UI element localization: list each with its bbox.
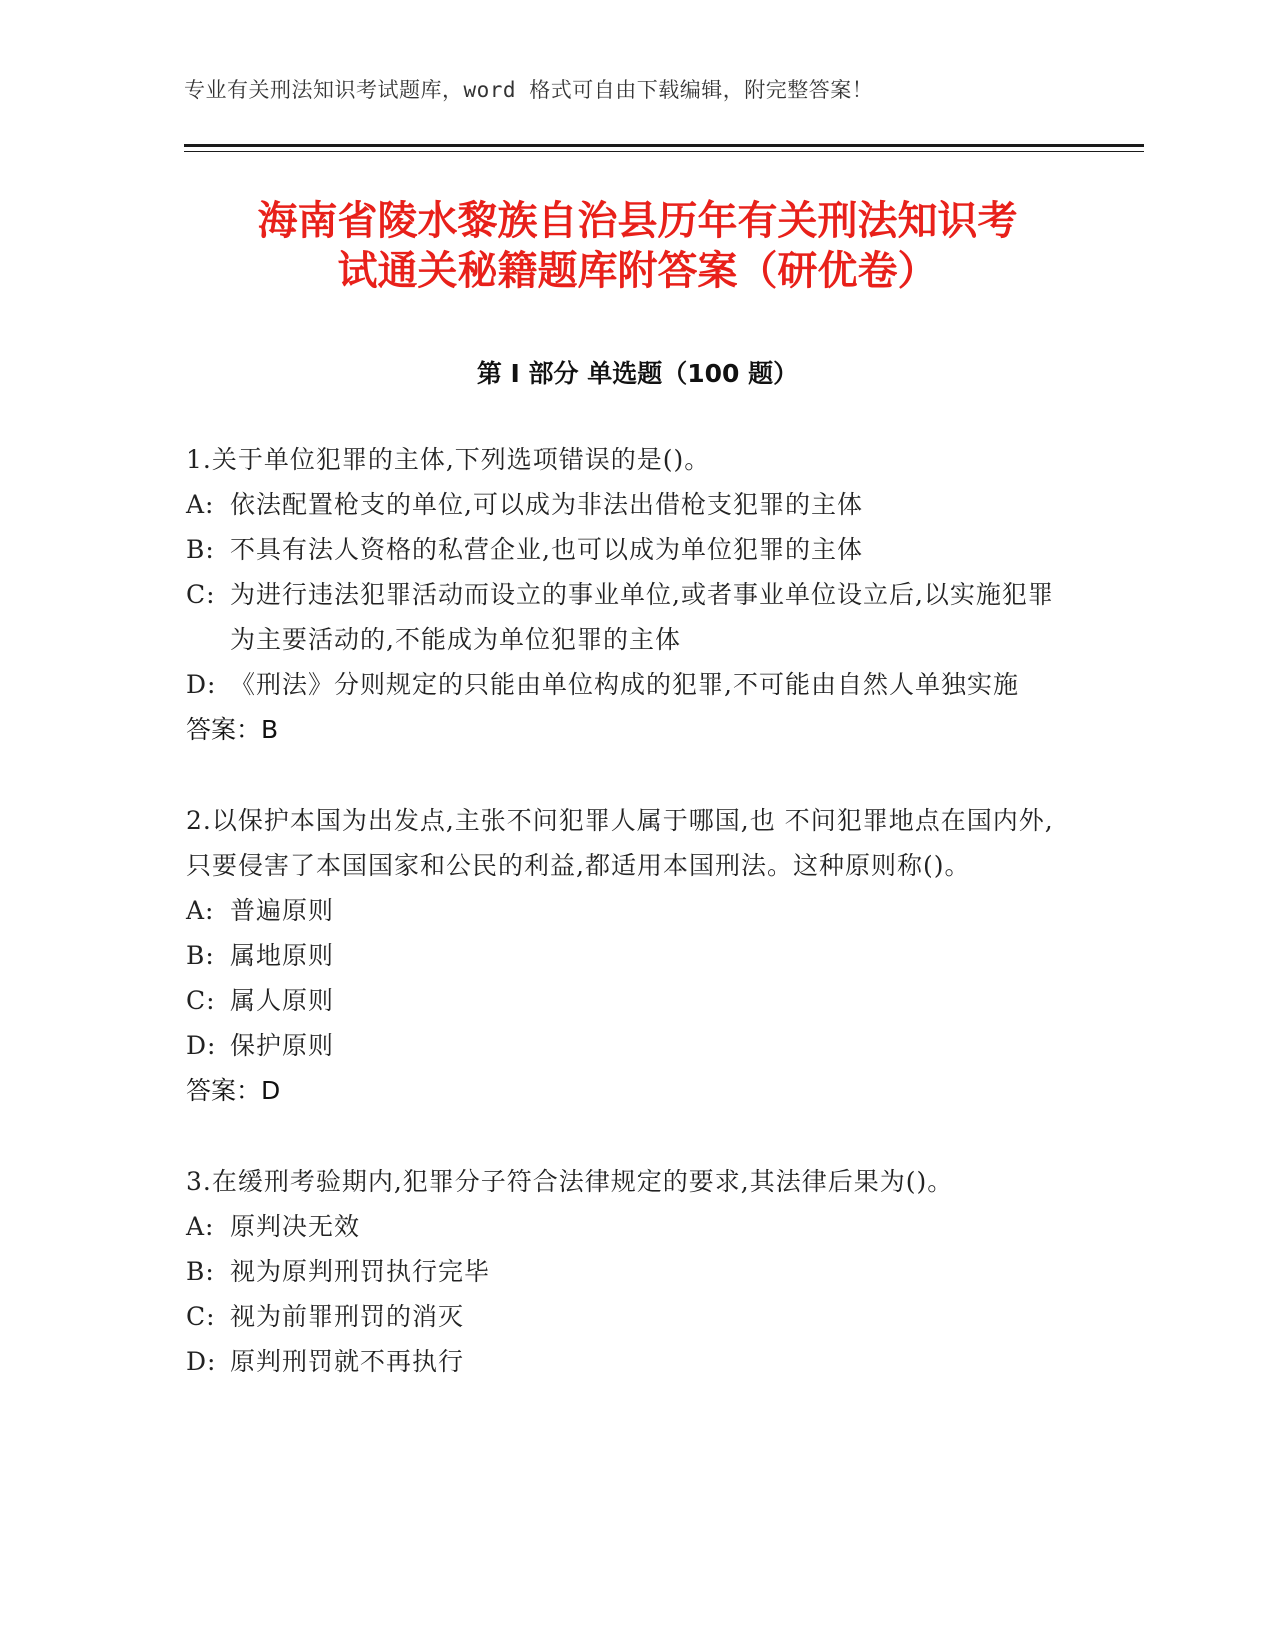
- option-d: [186, 662, 1076, 707]
- question-3: [186, 1159, 1076, 1384]
- question-list: [186, 437, 1076, 1430]
- option-b: [186, 933, 1076, 978]
- option-text: 普遍原则: [230, 896, 335, 925]
- question-stem: 1.关于单位犯罪的主体,下列选项错误的是()。: [186, 445, 711, 474]
- header-note: 专业有关刑法知识考试题库，word 格式可自由下载编辑，附完整答案！: [184, 78, 874, 102]
- option-key: B:: [186, 941, 215, 970]
- option-text: 依法配置枪支的单位,可以成为非法出借枪支犯罪的主体: [230, 490, 863, 519]
- option-text: 属人原则: [230, 986, 335, 1015]
- option-key: B:: [186, 535, 215, 564]
- header-rule-thin: [184, 151, 1144, 152]
- option-text: 《刑法》分则规定的只能由单位构成的犯罪,不可能由自然人单独实施: [230, 670, 1019, 699]
- option-b: [186, 527, 1076, 572]
- question-stem: 3.在缓刑考验期内,犯罪分子符合法律规定的要求,其法律后果为()。: [186, 1167, 954, 1196]
- option-text: 属地原则: [230, 941, 335, 970]
- option-text: 原判决无效: [230, 1212, 361, 1241]
- option-text: 视为前罪刑罚的消灭: [230, 1302, 465, 1331]
- answer-label: 答案：D: [186, 1076, 281, 1105]
- option-key: C:: [186, 580, 216, 609]
- document-title-line-2: 试通关秘籍题库附答案（研优卷）: [337, 248, 938, 294]
- section-heading: 第 I 部分 单选题（100 题）: [476, 359, 799, 388]
- option-key: D:: [186, 670, 217, 699]
- question-2: [186, 798, 1076, 1113]
- answer-label: 答案：B: [186, 715, 279, 744]
- document-title: [184, 196, 1091, 296]
- option-key: D:: [186, 1347, 217, 1376]
- question-1: [186, 437, 1076, 752]
- option-a: [186, 888, 1076, 933]
- option-key: A:: [186, 490, 215, 519]
- option-d: [186, 1023, 1076, 1068]
- option-text: 保护原则: [230, 1031, 335, 1060]
- question-stem: 2.以保护本国为出发点,主张不问犯罪人属于哪国,也 不问犯罪地点在国内外,只要侵害了本国国家和公民的利益,都适用本国刑法。这种原则称()。: [186, 806, 1054, 880]
- option-text: 视为原判刑罚执行完毕: [230, 1257, 491, 1286]
- option-b: [186, 1249, 1076, 1294]
- option-key: D:: [186, 1031, 217, 1060]
- option-key: A:: [186, 896, 215, 925]
- option-a: [186, 1204, 1076, 1249]
- option-c: [186, 1294, 1076, 1339]
- option-text: 原判刑罚就不再执行: [230, 1347, 465, 1376]
- option-c: [186, 978, 1076, 1023]
- option-d: [186, 1339, 1076, 1384]
- option-c: [186, 572, 1076, 662]
- option-key: C:: [186, 986, 216, 1015]
- header-rule-thick: [184, 144, 1144, 147]
- option-text: 不具有法人资格的私营企业,也可以成为单位犯罪的主体: [230, 535, 863, 564]
- option-a: [186, 482, 1076, 527]
- document-title-line-1: 海南省陵水黎族自治县历年有关刑法知识考: [257, 198, 1018, 244]
- option-text: 为进行违法犯罪活动而设立的事业单位,或者事业单位设立后,以实施犯罪为主要活动的,不能成为单位犯罪的主体: [230, 580, 1054, 654]
- option-key: A:: [186, 1212, 215, 1241]
- option-key: C:: [186, 1302, 216, 1331]
- option-key: B:: [186, 1257, 215, 1286]
